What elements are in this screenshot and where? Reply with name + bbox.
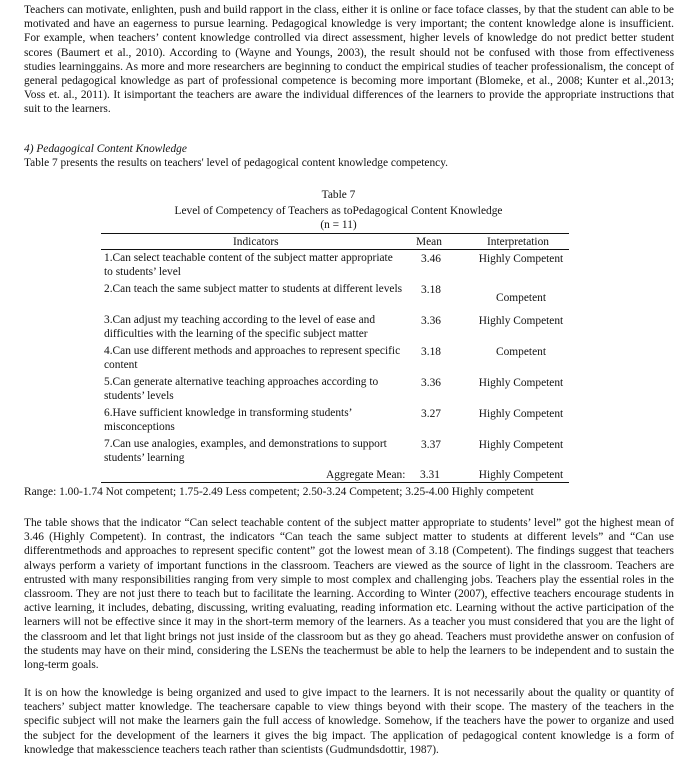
aggregate-mean-interpretation: Highly Competent xyxy=(478,469,564,481)
aggregate-mean-label: Aggregate Mean: xyxy=(326,469,406,481)
indicator-cell: 5.Can generate alternative teaching approaches according to students’ levels xyxy=(104,376,379,403)
table-row xyxy=(0,375,677,406)
mean-cell: 3.37 xyxy=(421,439,441,451)
aggregate-mean-value: 3.31 xyxy=(420,469,440,481)
mean-cell: 3.27 xyxy=(421,408,441,420)
indicator-cell: 7.Can use analogies, examples, and demonstrations to support students’ learning xyxy=(104,438,387,465)
interpretation-cell: Competent xyxy=(496,346,546,358)
table-row xyxy=(0,282,677,313)
table-header-interpretation: Interpretation xyxy=(487,236,549,248)
interpretation-cell: Competent xyxy=(496,292,546,304)
indicator-cell: 1.Can select teachable content of the subject matter appropriate to students’ level xyxy=(104,252,393,279)
table-range-note: Range: 1.00-1.74 Not competent; 1.75-2.49 Less competent; 2.50-3.24 Competent; 3.25-4.00 Highly competent xyxy=(24,486,534,498)
table-bottom-rule xyxy=(101,482,569,483)
indicator-cell: 6.Have sufficient knowledge in transforming students’ misconceptions xyxy=(104,407,352,434)
interpretation-cell: Highly Competent xyxy=(478,377,564,389)
table-top-rule xyxy=(101,233,569,234)
table-title: Level of Competency of Teachers as toPedagogical Content Knowledge xyxy=(174,205,503,217)
mean-cell: 3.36 xyxy=(421,315,441,327)
table-header-rule xyxy=(101,249,569,250)
table-header-mean: Mean xyxy=(416,236,442,248)
intro-paragraph: Teachers can motivate, enlighten, push and build rapport in the class, either it is online or face toface classes, by that the student can able to be motivated and have an eagerness to pursue learning. Pedagogical knowledge is very important; the content knowledge alone is insufficient. For example, when teachers’ content knowledge controlled via direct assessment, higher levels of knowledge do not predict better student scores (Baumert et al., 2010). According to (Wayne and Youngs, 2003), the result should not be confused with those from effectiveness studies learninggains. As more and more researchers are beginning to conduct the empirical studies of teacher professionalism, the concept of general pedagogical knowledge as part of professional competence is becoming more important (Blomeke, et al., 2008; Kunter et al.,2013; Voss et. al., 2011). It isimportant the teachers are aware the individual differences of the learners to provide the appropriate instructions that suit to the learners. xyxy=(24,4,674,116)
table-row xyxy=(0,344,677,375)
discussion-paragraph-2: It is on how the knowledge is being organized and used to give impact to the learners. It is not necessarily about the quality or quantity of teachers’ subject matter knowledge. The teachersare capable to view things beyond with their scope. The mastery of the teachers in the specific subject will not make the learners gain the full access of knowledge. Somehow, if the teachers have the power to organize and used the subject for the development of the learners it gives the big impact. The application of pedagogical content knowledge is a form of knowledge that makesscience teachers teach rather than scientists (Gudmundsdottir, 1987). xyxy=(24,687,674,756)
interpretation-cell: Highly Competent xyxy=(478,253,564,265)
section-heading: 4) Pedagogical Content Knowledge xyxy=(24,143,187,155)
mean-cell: 3.36 xyxy=(421,377,441,389)
indicator-cell: 4.Can use different methods and approaches to represent specific content xyxy=(104,345,401,372)
mean-cell: 3.18 xyxy=(421,284,441,296)
table-row xyxy=(0,406,677,437)
interpretation-cell: Highly Competent xyxy=(478,439,564,451)
table-header-indicators: Indicators xyxy=(233,236,279,248)
mean-cell: 3.46 xyxy=(421,253,441,265)
table-label: Table 7 xyxy=(321,189,356,201)
indicator-cell: 2.Can teach the same subject matter to students at different levels xyxy=(104,283,403,295)
discussion-paragraph-1: The table shows that the indicator “Can select teachable content of the subject matter appropriate to students’ level” got the highest mean of 3.46 (Highly Competent). In contrast, the indicators “Can teach the same subject matter to students at different levels” and “Can use differentmethods and approaches to represent specific content” got the lowest mean of 3.18 (Competent). The findings suggest that teachers always perform a variety of important functions in the classroom. Teachers are viewed as the source of light in the classroom. Teachers are entrusted with many responsibilities ranging from very simple to most complex and challenging jobs. Teachers play the essential roles in the classroom. They are not just there to teach but to facilitate the learning. According to Winter (2007), effective teachers encourage students in active learning, it includes, debating, discussing, writing evaluating, reading information etc. Learning without the active participation of the learners will not be effective since it may in the short-term memory of the learners. As a teacher you must considered that you are the light of the classroom and let that light brings not just inside of the classroom but as they go ahead. Teachers must providethe answer on confusion of the students may have on their mind, considering the LSENs the teachermust be able to help the learners to be independent and to sustain the long-term goals. xyxy=(24,517,674,672)
indicator-cell: 3.Can adjust my teaching according to the level of ease and difficulties with the learning of the specific subject matter xyxy=(104,314,376,341)
table-row xyxy=(0,251,677,282)
interpretation-cell: Highly Competent xyxy=(478,408,564,420)
table-row xyxy=(0,313,677,344)
table-row xyxy=(0,437,677,468)
section-lead-text: Table 7 presents the results on teachers' level of pedagogical content knowledge competency. xyxy=(24,157,449,169)
table-sample-size: (n = 11) xyxy=(320,219,357,231)
interpretation-cell: Highly Competent xyxy=(478,315,564,327)
mean-cell: 3.18 xyxy=(421,346,441,358)
